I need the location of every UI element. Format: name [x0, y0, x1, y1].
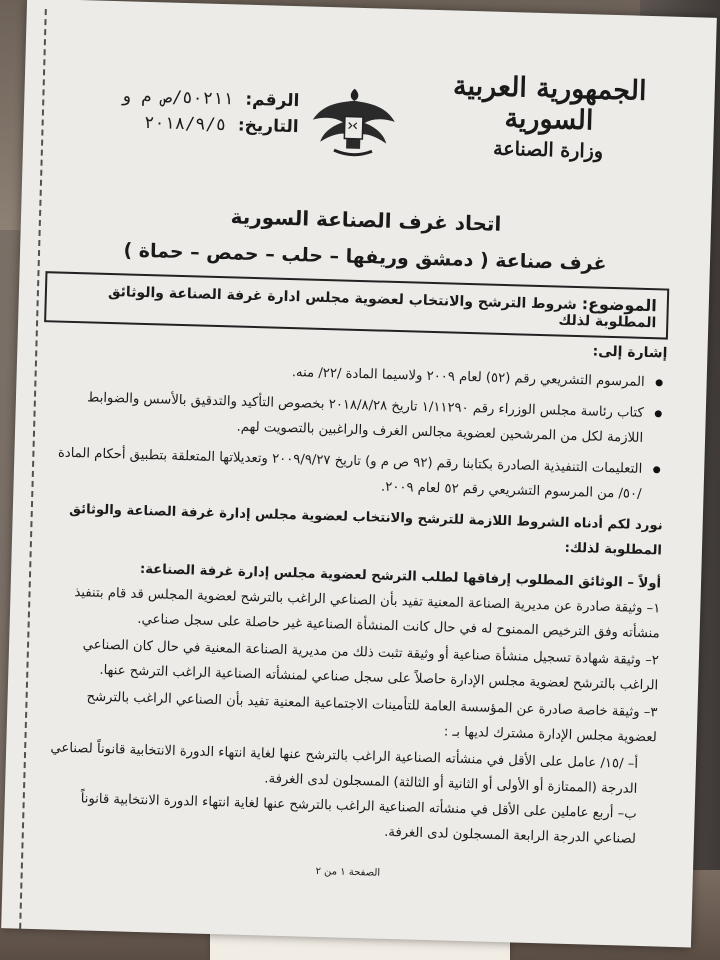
reference-item: المرسوم التشريعي رقم (٥٢) لعام ٢٠٠٩ ولاسيما المادة /٢٢/ منه. [57, 354, 667, 396]
reference-item: كتاب رئاسة مجلس الوزراء رقم ١/١١٢٩٠ تاريخ ٢٠١٨/٨/٢٨ بخصوص التأكيد والتدقيق بالأسس والضوابط اللازمة لكل من المرشحين لعضوية مجالس الغرف والراغبين بالتصويت لهم. [55, 385, 666, 452]
reference-item: التعليمات التنفيذية الصادرة بكتابنا رقم (٩٢ ص م و) تاريخ ٢٠٠٩/٩/٢٧ وتعديلاتها المتعلقة بتطبيق أحكام المادة /٥٠/ من المرسوم التشريعي رقم ٥٢ لعام ٢٠٠٩. [53, 440, 664, 507]
date-value: ٢٠١٨/٩/٥ [143, 112, 227, 136]
ref-label: الرقم: [245, 89, 300, 112]
eagle-emblem-icon [308, 81, 400, 163]
references-title: إشارة إلى: [592, 343, 668, 362]
section-title: أولاً – الوثائق المطلوب إرفاقها لطلب الترشح لعضوية مجلس إدارة غرفة الصناعة: [139, 561, 662, 592]
ref-number-row [79, 85, 299, 111]
republic-name: الجمهورية العربية السورية [452, 70, 647, 137]
scan-edge [19, 9, 48, 929]
date-label: التاريخ: [237, 115, 299, 138]
subject-label: الموضوع: [581, 294, 658, 316]
ref-value: ٥٠٢١١/ص م و [120, 86, 234, 110]
ministry-name: وزارة الصناعة [492, 137, 604, 163]
org-subtitle: غرف صناعة ( دمشق وريفها – حلب – حمص – حماة ) [123, 239, 607, 275]
intro-paragraph: نورد لكم أدناه الشروط اللازمة للترشح والانتخاب لعضوية مجلس إدارة غرفة الصناعة والوثائق المطلوبة لذلك: [69, 501, 663, 559]
requirement-item: ١– وثيقة صادرة عن مديرية الصناعة المعنية تفيد بأن الصناعي الراغب بالترشح لعضوية المجلس قد قام بتنفيذ منشأته وفق الترخيص الممنوح له في حال كانت المنشأة الصناعية غير حاصلة على سجل صناعي. [74, 585, 661, 642]
letterhead [433, 70, 665, 164]
document-page [1, 0, 717, 947]
requirement-item: ٣– وثيقة خاصة صادرة عن المؤسسة العامة للتأمينات الاجتماعية المعنية تفيد بأن الصناعي الراغب بالترشح لعضوية مجلس الإدارة مشترك لديها بـ : [86, 689, 658, 746]
reference-block [78, 85, 299, 143]
requirement-subitem: أ– /١٥/ عامل على الأقل في منشأته الصناعية الراغب بالترشح عنها لغاية انتهاء الدورة الانتخابية قانوناً لصناعي الدرجة (الممتازة أو الأولى أو الثانية أو الثالثة) المسجلون لدى الغرفة. [50, 740, 639, 797]
page-number: الصفحة ١ من ٢ [315, 865, 381, 879]
subject-text: شروط الترشح والانتخاب لعضوية مجلس ادارة غرفة الصناعة والوثائق المطلوبة لذلك [107, 283, 657, 332]
requirement-item: ٢– وثيقة شهادة تسجيل منشأة صناعية أو وثيقة تثبت ذلك من مديرية الصناعة المعنية في حال كان الصناعي الراغب بالترشح لعضوية مجلس الإدارة حاصلاً على سجل صناعي لمنشأته الصناعية الراغب الترشح عنها. [82, 637, 660, 694]
letter-body [44, 325, 668, 853]
requirement-subitem: ب– أربع عاملين على الأقل في منشأته الصناعية الراغب بالترشح عنها لغاية انتهاء الدورة الانتخابية قانوناً لصناعي الدرجة الرابعة المسجلون لدى الغرفة. [80, 791, 637, 847]
date-row [78, 111, 298, 137]
org-title: اتحاد غرف الصناعة السورية [230, 204, 502, 236]
